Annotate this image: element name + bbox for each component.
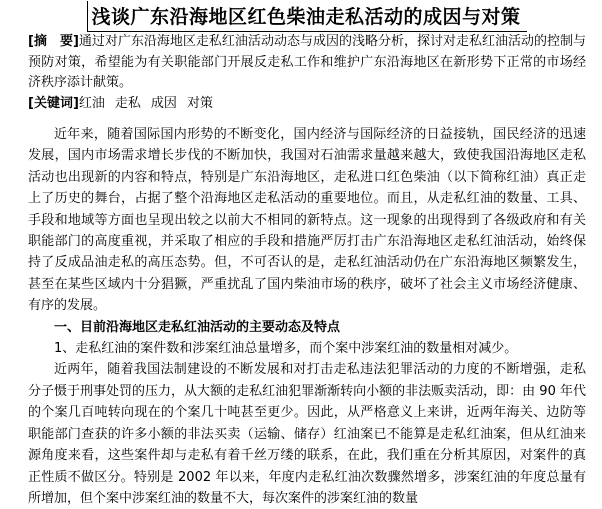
title-area bbox=[28, 0, 586, 32]
body-paragraph-2: 近两年，随着我国法制建设的不断发展和对打击走私违法犯罪活动的力度的不断增强，走私分子慑于刑事处罚的压力，从大额的走私红油犯罪渐渐转向小额的非法贩卖活动，即：由 90 年代的个案几百吨转向现在的个案几十吨甚至更少。因此，从严格意义上来讲，近两年海关、边防等职能部门查获的许多小额的非法买卖（运输、储存）红油案已不能算是走私红油案，但从红油来源角度来看，这些案件却与走私有着千丝万缕的联系，在此，我们重在分析其原因，对案件的真正性质不做区分。特别是 2002 年以来，年度内走私红油次数骤然增多，涉案红油的年度总量有所增加，但个案中涉案红油的数量不大，每次案件的涉案红油的数量 bbox=[28, 362, 586, 506]
abstract-tag: [摘 要] bbox=[28, 34, 79, 49]
keyword: 成因 bbox=[150, 95, 177, 111]
abstract-text: 通过对广东沿海地区走私红油活动动态与成因的浅略分析，探讨对走私红油活动的控制与预防对策，希望能为有关职能部门开展反走私工作和维护广东沿海地区在新形势下正常的市场经济秩序添计献策。 bbox=[28, 34, 586, 90]
section-heading: 一、目前沿海地区走私红油活动的主要动态及特点 bbox=[54, 319, 341, 335]
keywords-line bbox=[28, 94, 586, 115]
abstract bbox=[28, 32, 586, 94]
keyword: 红油 bbox=[78, 95, 105, 111]
body-paragraph-intro: 近年来，随着国际国内形势的不断变化，国内经济与国际经济的日益接轨，国民经济的迅速发展，国内市场需求增长步伐的不断加快，我国对石油需求量越来越大，致使我国沿海地区走私活动也出现新的内容和特点，特别是广东沿海地区，走私进口红色柴油（以下简称红油）真正走上了历史的舞台，占据了整个沿海地区走私活动的重要地位。而且，从走私红油的数量、工具、手段和地域等方面也呈现出较之以前大不相同的新特点。这一现象的出现得到了各级政府和有关职能部门的高度重视，并采取了相应的手段和措施严厉打击广东沿海地区走私红油活动，始终保持了反成品油走私的高压态势。但，不可否认的是，走私红油活动仍在广东沿海地区频繁发生，甚至在某些区域内十分猖獗，严重扰乱了国内柴油市场的秩序，破坏了社会主义市场经济健康、有序的发展。 bbox=[28, 127, 586, 314]
subsection-point: 1、走私红油的案件数和涉案红油总量增多，而个案中涉案红油的数量相对减少。 bbox=[54, 341, 518, 357]
page-title: 浅谈广东沿海地区红色柴油走私活动的成因与对策 bbox=[87, 1, 526, 32]
keyword: 对策 bbox=[186, 95, 213, 111]
keywords-tag: [关键词] bbox=[28, 95, 79, 111]
keyword: 走私 bbox=[114, 95, 141, 111]
